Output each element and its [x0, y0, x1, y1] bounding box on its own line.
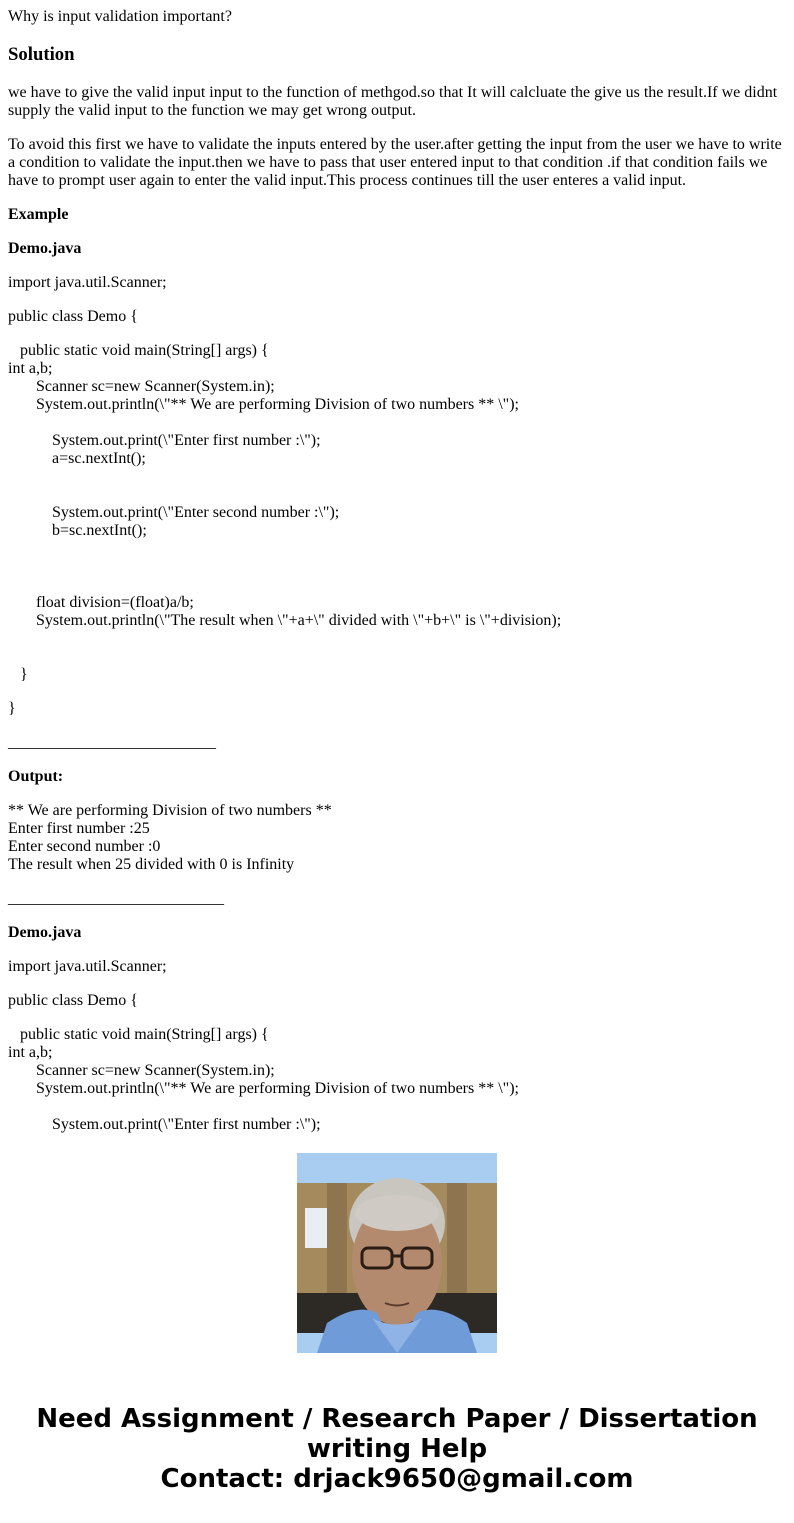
- code-line: Scanner sc=new Scanner(System.in);: [8, 378, 275, 395]
- second-example-filename: Demo.java: [8, 924, 82, 941]
- code-line: [8, 558, 786, 576]
- footer-promo: [0, 1404, 794, 1494]
- footer-line-1: Need Assignment / Research Paper / Dissertation: [36, 1404, 758, 1434]
- code-line: float division=(float)a/b;: [8, 594, 194, 611]
- code-line: [8, 1098, 786, 1116]
- output-line: Enter first number :25: [8, 820, 150, 837]
- code-line: public static void main(String[] args) {: [8, 342, 269, 359]
- code-line: Scanner sc=new Scanner(System.in);: [8, 1062, 275, 1079]
- output-block: [8, 802, 786, 874]
- author-portrait-icon: [297, 1153, 497, 1353]
- footer-line-2: writing Help: [306, 1434, 488, 1464]
- first-example-class-line: public class Demo {: [8, 308, 138, 325]
- output-heading: Output:: [8, 768, 64, 785]
- code-line: [8, 486, 786, 504]
- code-line: [8, 630, 786, 648]
- footer-contact: Contact: drjack9650@gmail.com: [160, 1464, 634, 1494]
- solution-paragraph-2: To avoid this first we have to validate the inputs entered by the user.after getting the input from the user we have to write a condition to validate the input.then we have to pass that user entered input to that condition .if that condition fails we have to prompt user again to enter the valid input.This process continues till the user enteres a valid input.: [8, 136, 782, 189]
- separator-rule: ___________________________: [8, 890, 224, 907]
- output-line: The result when 25 divided with 0 is Infinity: [8, 856, 295, 873]
- code-line: b=sc.nextInt();: [8, 522, 147, 539]
- first-example-code-block: [8, 342, 786, 684]
- code-line: public static void main(String[] args) {: [8, 1026, 269, 1043]
- code-line: [8, 648, 786, 666]
- first-example-import: import java.util.Scanner;: [8, 274, 167, 291]
- first-example-closing-brace: }: [8, 700, 16, 717]
- second-example-code-block: [8, 1026, 786, 1134]
- article-content: [8, 0, 786, 1133]
- solution-paragraph-1: we have to give the valid input input to the function of methgod.so that It will calcluate the give us the result.If we didnt supply the valid input to the function we may get wrong output.: [8, 84, 778, 119]
- code-line: System.out.print(\"Enter first number :\");: [8, 432, 321, 449]
- code-line: System.out.println(\"** We are performing Division of two numbers ** \");: [8, 396, 519, 413]
- output-line: Enter second number :0: [8, 838, 161, 855]
- code-line: a=sc.nextInt();: [8, 450, 146, 467]
- code-line: System.out.println(\"The result when \"+a+\" divided with \"+b+\" is \"+division);: [8, 612, 562, 629]
- example-heading: Example: [8, 206, 69, 223]
- code-line: System.out.print(\"Enter first number :\");: [8, 1116, 321, 1133]
- code-line: [8, 540, 786, 558]
- first-example-filename: Demo.java: [8, 240, 82, 257]
- solution-heading: Solution: [8, 44, 75, 65]
- second-example-import: import java.util.Scanner;: [8, 958, 167, 975]
- code-line: System.out.println(\"** We are performing Division of two numbers ** \");: [8, 1080, 519, 1097]
- question-text: Why is input validation important?: [8, 8, 232, 25]
- output-line: ** We are performing Division of two numbers **: [8, 802, 332, 819]
- code-line: [8, 576, 786, 594]
- code-line: int a,b;: [8, 360, 53, 377]
- author-avatar: [297, 1153, 497, 1353]
- second-example-class-line: public class Demo {: [8, 992, 138, 1009]
- code-line: [8, 468, 786, 486]
- code-line: [8, 414, 786, 432]
- code-line: }: [8, 666, 28, 683]
- separator-rule: __________________________: [8, 734, 216, 751]
- code-line: int a,b;: [8, 1044, 53, 1061]
- code-line: System.out.print(\"Enter second number :\");: [8, 504, 340, 521]
